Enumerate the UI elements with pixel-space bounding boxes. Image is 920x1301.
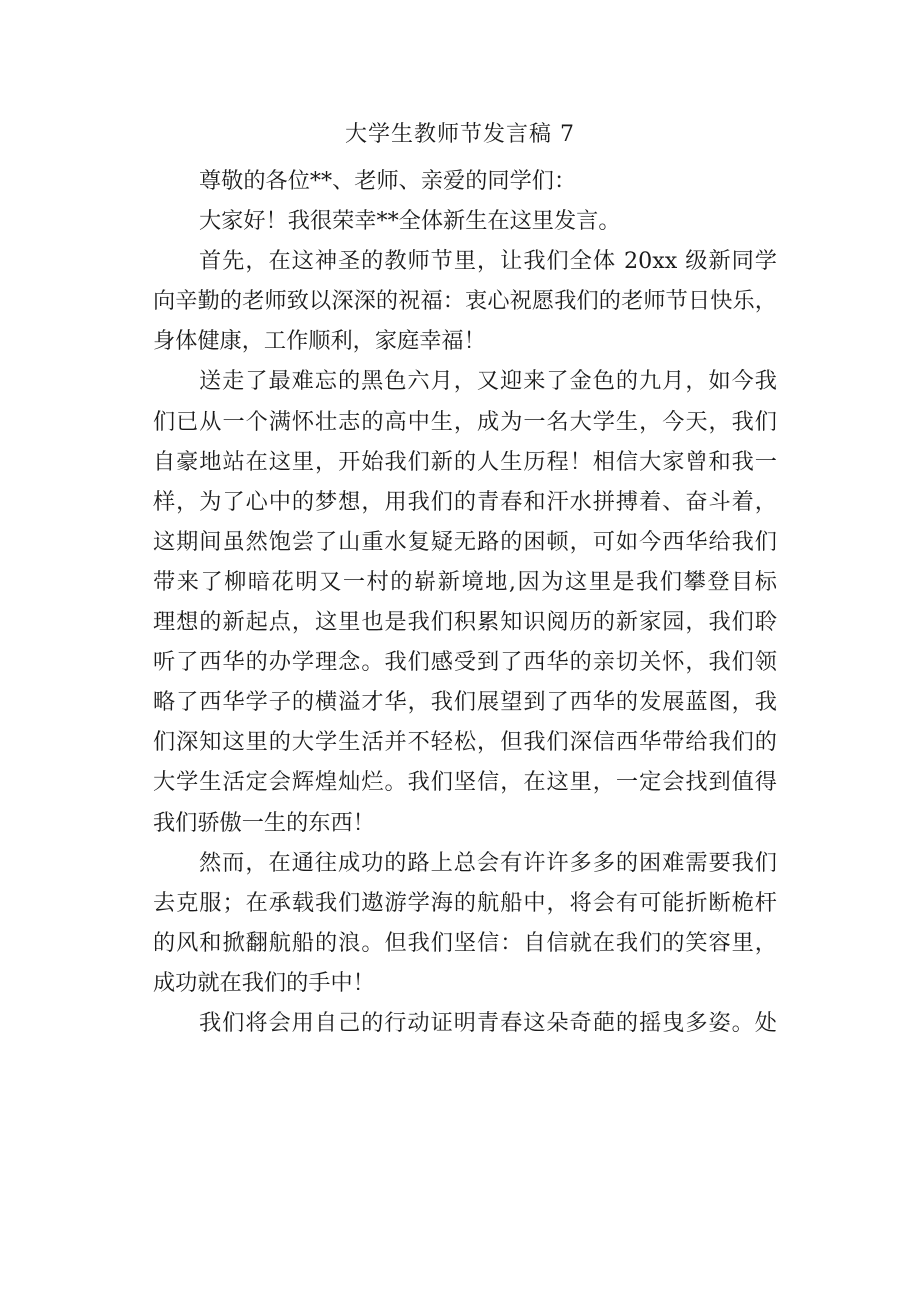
text-line: 听了西华的办学理念。我们感受到了西华的亲切关怀，我们领 — [153, 649, 777, 676]
text-line: 首先，在这神圣的教师节里，让我们全体 20xx 级新同学 — [199, 248, 777, 275]
document-title: 大学生教师节发言稿 7 — [345, 122, 575, 147]
text-line: 然而，在通往成功的路上总会有许许多多的困难需要我们 — [199, 849, 777, 876]
paragraph-blessing — [153, 241, 777, 361]
text-line: 们已从一个满怀壮志的高中生，成为一名大学生，今天，我们 — [153, 408, 777, 435]
text-line: 去克服；在承载我们遨游学海的航船中，将会有可能折断桅杆 — [153, 889, 777, 916]
text-line: 送走了最难忘的黑色六月，又迎来了金色的九月，如今我 — [199, 368, 777, 395]
paragraph-greeting — [153, 161, 777, 201]
paragraph-challenges — [153, 843, 777, 1003]
text-line: 身体健康，工作顺利，家庭幸福！ — [153, 328, 486, 355]
text-line: 理想的新起点，这里也是我们积累知识阅历的新家园，我们聆 — [153, 609, 777, 636]
text-line: 自豪地站在这里，开始我们新的人生历程！相信大家曾和我一 — [153, 448, 777, 475]
text-line: 带来了柳暗花明又一村的崭新境地,因为这里是我们攀登目标 — [153, 568, 777, 595]
paragraph-journey — [153, 361, 777, 842]
text-line: 略了西华学子的横溢才华，我们展望到了西华的发展蓝图，我 — [153, 689, 777, 716]
text-line: 我们骄傲一生的东西！ — [153, 809, 375, 836]
text-line: 的风和掀翻航船的浪。但我们坚信：自信就在我们的笑容里， — [153, 929, 777, 956]
paragraph-action — [153, 1003, 777, 1043]
text-line: 我们将会用自己的行动证明青春这朵奇葩的摇曳多姿。处 — [199, 1009, 777, 1036]
text-line: 尊敬的各位**、老师、亲爱的同学们： — [199, 168, 577, 194]
text-line: 大学生活定会辉煌灿烂。我们坚信，在这里，一定会找到值得 — [153, 769, 777, 796]
text-line: 这期间虽然饱尝了山重水复疑无路的困顿，可如今西华给我们 — [153, 528, 777, 555]
text-line: 们深知这里的大学生活并不轻松，但我们深信西华带给我们的 — [153, 729, 777, 756]
text-line: 大家好！我很荣幸**全体新生在这里发言。 — [199, 208, 621, 235]
text-line: 向辛勤的老师致以深深的祝福：衷心祝愿我们的老师节日快乐， — [153, 288, 777, 315]
paragraph-intro — [153, 201, 777, 241]
text-line: 样，为了心中的梦想，用我们的青春和汗水拼搏着、奋斗着， — [153, 488, 777, 515]
document-body — [153, 161, 777, 1043]
text-line: 成功就在我们的手中！ — [153, 969, 375, 996]
